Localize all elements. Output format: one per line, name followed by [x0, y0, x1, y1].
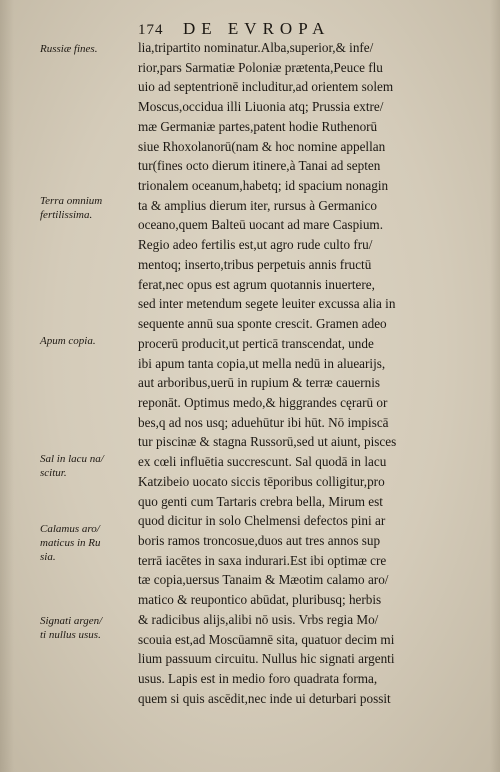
text-line: siue Rhoxolanorū(nam & hoc nomine appellan: [138, 138, 386, 154]
text-line: sed inter metendum segete leuiter excussa alia in: [138, 296, 396, 312]
text-line: uio ad septentrionē includitur,ad orientem solem: [138, 79, 394, 95]
running-title: DE EVROPA: [183, 19, 331, 38]
text-line: ex cœli influētia succrescunt. Sal quodā in lacu: [138, 454, 387, 470]
text-line: lium passuum circuitu. Nullus hic signati argenti: [138, 651, 395, 667]
marginal-note-signati-argenti: [40, 614, 134, 642]
text-line: matico & reupontico abūdat, pluribusq; herbis: [138, 592, 382, 608]
marginal-note-calamus: [40, 522, 134, 564]
marginal-note-line: Calamus aro/: [40, 523, 100, 535]
marginal-note-line: sia.: [40, 551, 56, 563]
marginal-note-line: maticus in Ru: [40, 537, 101, 549]
marginal-note-apum-copia: [40, 334, 134, 348]
marginal-note-line: fertilissima.: [40, 209, 93, 221]
text-line: Moscus,occidua illi Liuonia atq; Prussia extre/: [138, 99, 384, 115]
text-line: quo genti cum Tartaris crebra bella, Mirum est: [138, 493, 383, 509]
text-line: ibi apum tanta copia,ut mella nedū in aluearijs,: [138, 355, 386, 371]
text-line: terrā iacētes in saxa indurari.Est ibi optimæ cre: [138, 552, 387, 568]
text-line: oceano,quem Balteū uocant ad mare Caspium.: [138, 217, 383, 233]
text-line: tur piscinæ & stagna Russorū,sed ut aiunt, pisces: [138, 434, 397, 450]
marginal-note-line: ti nullus usus.: [40, 629, 101, 641]
text-line: sequente annū sua sponte crescit. Gramen adeo: [138, 316, 387, 332]
text-line: & radicibus alijs,alibi nō usis. Vrbs regia Mo/: [138, 611, 379, 627]
marginal-note-line: Apum copia.: [40, 335, 96, 347]
text-line: mæ Germaniæ partes,patent hodie Ruthenorū: [138, 118, 378, 134]
text-line: rior,pars Sarmatiæ Poloniæ prætenta,Peuce flu: [138, 59, 383, 75]
text-line: reponāt. Optimus medo,& higgrandes cęrarū or: [138, 394, 388, 410]
text-line: trionalem oceanum,habetq; id spacium nonagin: [138, 178, 389, 194]
text-line: procerū producit,ut perticā transcendat, unde: [138, 335, 374, 351]
text-line: mentoq; inserto,tribus perpetuis annis fructū: [138, 256, 372, 272]
marginal-note-line: scitur.: [40, 467, 67, 479]
text-line: lia,tripartito nominatur.Alba,superior,& infe/: [138, 40, 374, 55]
text-line: boris ramos troncosue,duos aut tres annos sup: [138, 532, 381, 548]
text-line: quod dicitur in solo Chelmensi defectos pini ar: [138, 513, 386, 529]
text-line: quem si quis ascēdit,nec inde ui deturbari possit: [138, 690, 391, 706]
marginal-note-terra-omnium: [40, 194, 134, 222]
marginal-note-sal-in-lacu: [40, 452, 134, 480]
text-line: scouia est,ad Moscūamnē sita, quatuor decim mi: [138, 631, 395, 647]
text-line: usus. Lapis est in medio foro quadrata forma,: [138, 671, 378, 686]
marginal-note-line: Sal in lacu na/: [40, 453, 104, 465]
text-line: ta & amplius dierum iter, rursus à Germanico: [138, 197, 377, 213]
text-line: bes,q ad nos usq; aduehūtur ibi hūt. Nō impiscā: [138, 414, 389, 430]
marginal-note-line: Signati argen/: [40, 615, 103, 627]
text-line: tur(fines octo dierum itinere,à Tanai ad septen: [138, 158, 381, 174]
main-text-column: [138, 38, 472, 708]
marginal-note-line: Terra omnium: [40, 195, 103, 207]
text-line: Katzibeio uocato siccis tēporibus colligitur,pro: [138, 473, 385, 489]
text-line: ferat,nec opus est agrum quotannis inuertere,: [138, 276, 375, 292]
text-line: aut arboribus,uerū in rupium & terræ cauernis: [138, 375, 381, 391]
text-line: Regio adeo fertilis est,ut agro rude culto fru/: [138, 237, 373, 253]
text-line: tæ copia,uersus Tanaim & Mæotim calamo aro/: [138, 572, 389, 588]
page-header: [138, 18, 330, 40]
marginal-note-line: Russiæ fines.: [40, 43, 98, 55]
page-number: 174: [138, 22, 164, 38]
marginal-note-russiae-fines: [40, 42, 134, 56]
